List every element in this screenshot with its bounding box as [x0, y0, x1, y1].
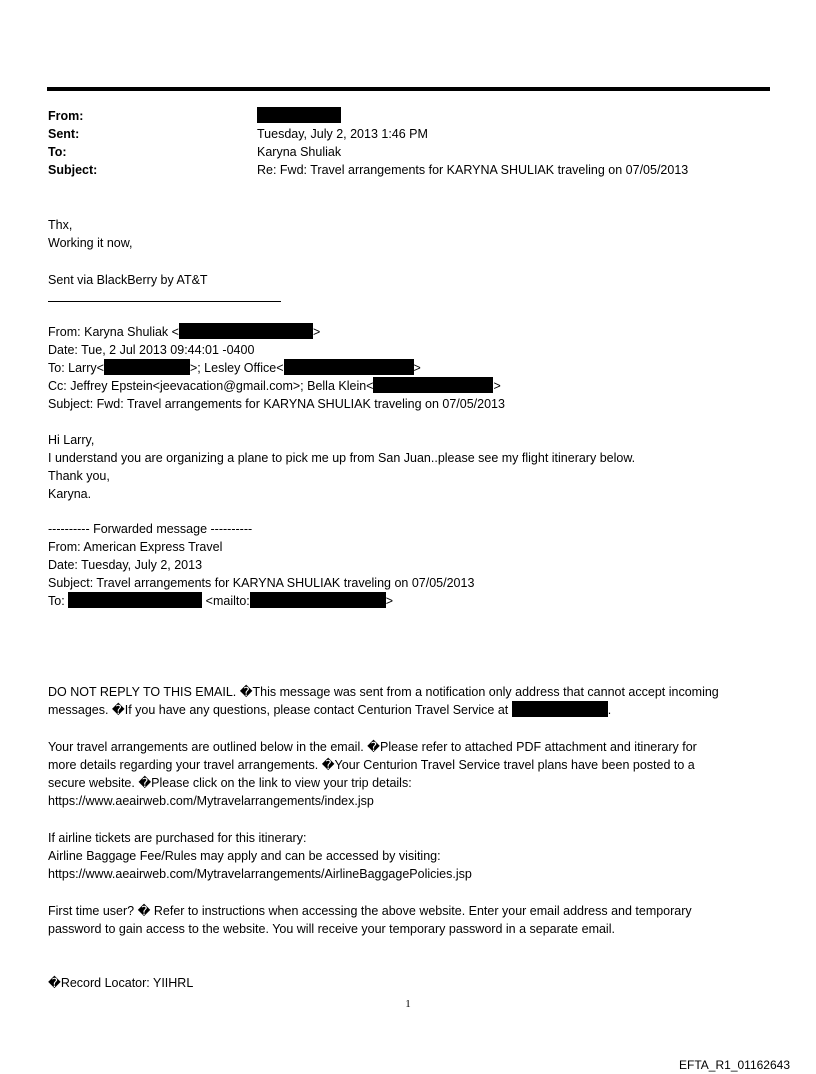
to-value: Karyna Shuliak	[257, 145, 342, 159]
reply-line: Working it now,	[48, 236, 133, 250]
forwarded-to: To: <mailto: >	[48, 594, 394, 608]
redaction-box	[512, 701, 608, 717]
email-header	[48, 107, 768, 179]
notice-line: Your travel arrangements are outlined below in the email. �Please refer to attached PDF attachment and itinerary for	[48, 740, 697, 754]
header-from-row	[48, 107, 768, 125]
baggage-paragraph	[48, 829, 768, 883]
signature-divider	[48, 301, 281, 302]
redaction-box	[257, 107, 341, 123]
quoted-date: Date: Tue, 2 Jul 2013 09:44:01 -0400	[48, 343, 255, 357]
page-number: 1	[405, 998, 411, 1010]
reply-signature: Sent via BlackBerry by AT&T	[48, 273, 208, 287]
message-greeting: Hi Larry,	[48, 433, 95, 447]
notice-line: secure website. �Please click on the link to view your trip details:	[48, 776, 412, 790]
forwarded-subject: Subject: Travel arrangements for KARYNA SHULIAK traveling on 07/05/2013	[48, 576, 475, 590]
forwarded-marker: ---------- Forwarded message ----------	[48, 522, 253, 536]
quoted-header	[48, 323, 505, 413]
subject-value: Re: Fwd: Travel arrangements for KARYNA SHULIAK traveling on 07/05/2013	[257, 163, 689, 177]
to-label: To:	[48, 145, 67, 159]
from-label: From:	[48, 109, 84, 123]
message-name: Karyna.	[48, 487, 92, 501]
notice-line: more details regarding your travel arrangements. �Your Centurion Travel Service travel plans have been posted to a	[48, 758, 695, 772]
message-body	[48, 431, 635, 503]
redaction-box	[68, 592, 202, 608]
forwarded-from: From: American Express Travel	[48, 540, 223, 554]
quoted-to: To: Larry< >; Lesley Office< >	[48, 361, 421, 375]
sent-value: Tuesday, July 2, 2013 1:46 PM	[257, 127, 428, 141]
notice-line: messages. �If you have any questions, please contact Centurion Travel Service at .	[48, 703, 612, 717]
header-subject-row	[48, 161, 768, 179]
header-to-row	[48, 143, 768, 161]
arrangements-paragraph	[48, 738, 768, 810]
notice-line: Airline Baggage Fee/Rules may apply and can be accessed by visiting:	[48, 849, 441, 863]
message-text: I understand you are organizing a plane to pick me up from San Juan..please see my flight itinerary below.	[48, 451, 636, 465]
message-thanks: Thank you,	[48, 469, 110, 483]
document-id: EFTA_R1_01162643	[679, 1058, 790, 1072]
redaction-box	[179, 323, 313, 339]
reply-body	[48, 216, 133, 252]
forwarded-date: Date: Tuesday, July 2, 2013	[48, 558, 203, 572]
redaction-box	[250, 592, 386, 608]
subject-label: Subject:	[48, 163, 98, 177]
forwarded-header	[48, 520, 474, 610]
sent-label: Sent:	[48, 127, 80, 141]
notice-line: First time user? � Refer to instructions when accessing the above website. Enter your email address and temporary	[48, 904, 692, 918]
reply-line: Thx,	[48, 218, 73, 232]
notice-line: If airline tickets are purchased for this itinerary:	[48, 831, 307, 845]
redaction-box	[373, 377, 493, 393]
record-locator: �Record Locator: YIIHRL	[48, 976, 194, 990]
baggage-policy-link[interactable]: https://www.aeairweb.com/Mytravelarrangements/AirlineBaggagePolicies.jsp	[48, 867, 472, 881]
first-time-paragraph	[48, 902, 768, 938]
notice-line: password to gain access to the website. You will receive your temporary password in a separate email.	[48, 922, 615, 936]
redaction-box	[284, 359, 414, 375]
header-divider	[47, 87, 770, 91]
notice-paragraph	[48, 683, 768, 719]
header-sent-row	[48, 125, 768, 143]
quoted-from: From: Karyna Shuliak < >	[48, 325, 321, 339]
quoted-cc: Cc: Jeffrey Epstein<jeevacation@gmail.com>; Bella Klein< >	[48, 379, 501, 393]
notice-line: DO NOT REPLY TO THIS EMAIL. �This message was sent from a notification only address that cannot accept incoming	[48, 685, 719, 699]
quoted-subject: Subject: Fwd: Travel arrangements for KARYNA SHULIAK traveling on 07/05/2013	[48, 397, 505, 411]
redaction-box	[104, 359, 190, 375]
trip-details-link[interactable]: https://www.aeairweb.com/Mytravelarrangements/index.jsp	[48, 794, 374, 808]
